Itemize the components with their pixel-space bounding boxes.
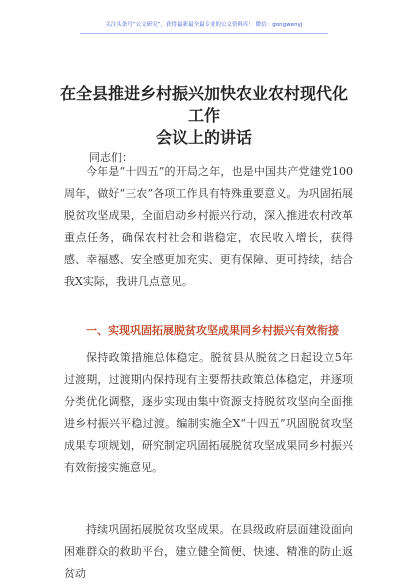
paragraph-consolidate: 持续巩固拓展脱贫攻坚成果。在县级政府层面建设面向困难群众的救助平台，建立健全简便、快速、精准的防止返贫动 (64, 523, 353, 580)
section-heading: 一、实现巩固拓展脱贫攻坚成果同乡村振兴有效衔接 (86, 324, 339, 337)
document-title (60, 83, 348, 149)
salutation: 同志们： (89, 151, 133, 164)
promo-banner: 关注头条号“公文研究”，获得最新最全最专业的公文资料库！ 微信：gongwenyj (105, 22, 303, 28)
banner-divider (80, 33, 328, 34)
title-line-1: 在全县推进乡村振兴加快农业农村现代化工作 (60, 84, 349, 125)
paragraph-policy: 保持政策措施总体稳定。脱贫县从脱贫之日起设立5年过渡期，过渡期内保持现有主要帮扶政策总体稳定，并逐项分类优化调整，逐步实现由集中资源支持脱贫攻坚向全面推进乡村振兴平稳过渡。编制实施全X“十四五”巩固脱贫攻坚成果专项规划，研究制定巩固拓展脱贫攻坚成果同乡村振兴有效衔接实施意见。 (64, 351, 353, 474)
title-line-2: 会议上的讲话 (155, 128, 252, 147)
paragraph-intro: 今年是“十四五”的开局之年，也是中国共产党建党100周年，做好“三农”各项工作具有特殊重要意义。为巩固拓展脱贫攻坚成果，全面启动乡村振兴行动，深入推进农村改革重点任务，确保农村社会和谐稳定，农民收入增长，获得感、幸福感、安全感更加充实、更有保障、更可持续，结合我X实际，我讲几点意见。 (64, 165, 353, 288)
